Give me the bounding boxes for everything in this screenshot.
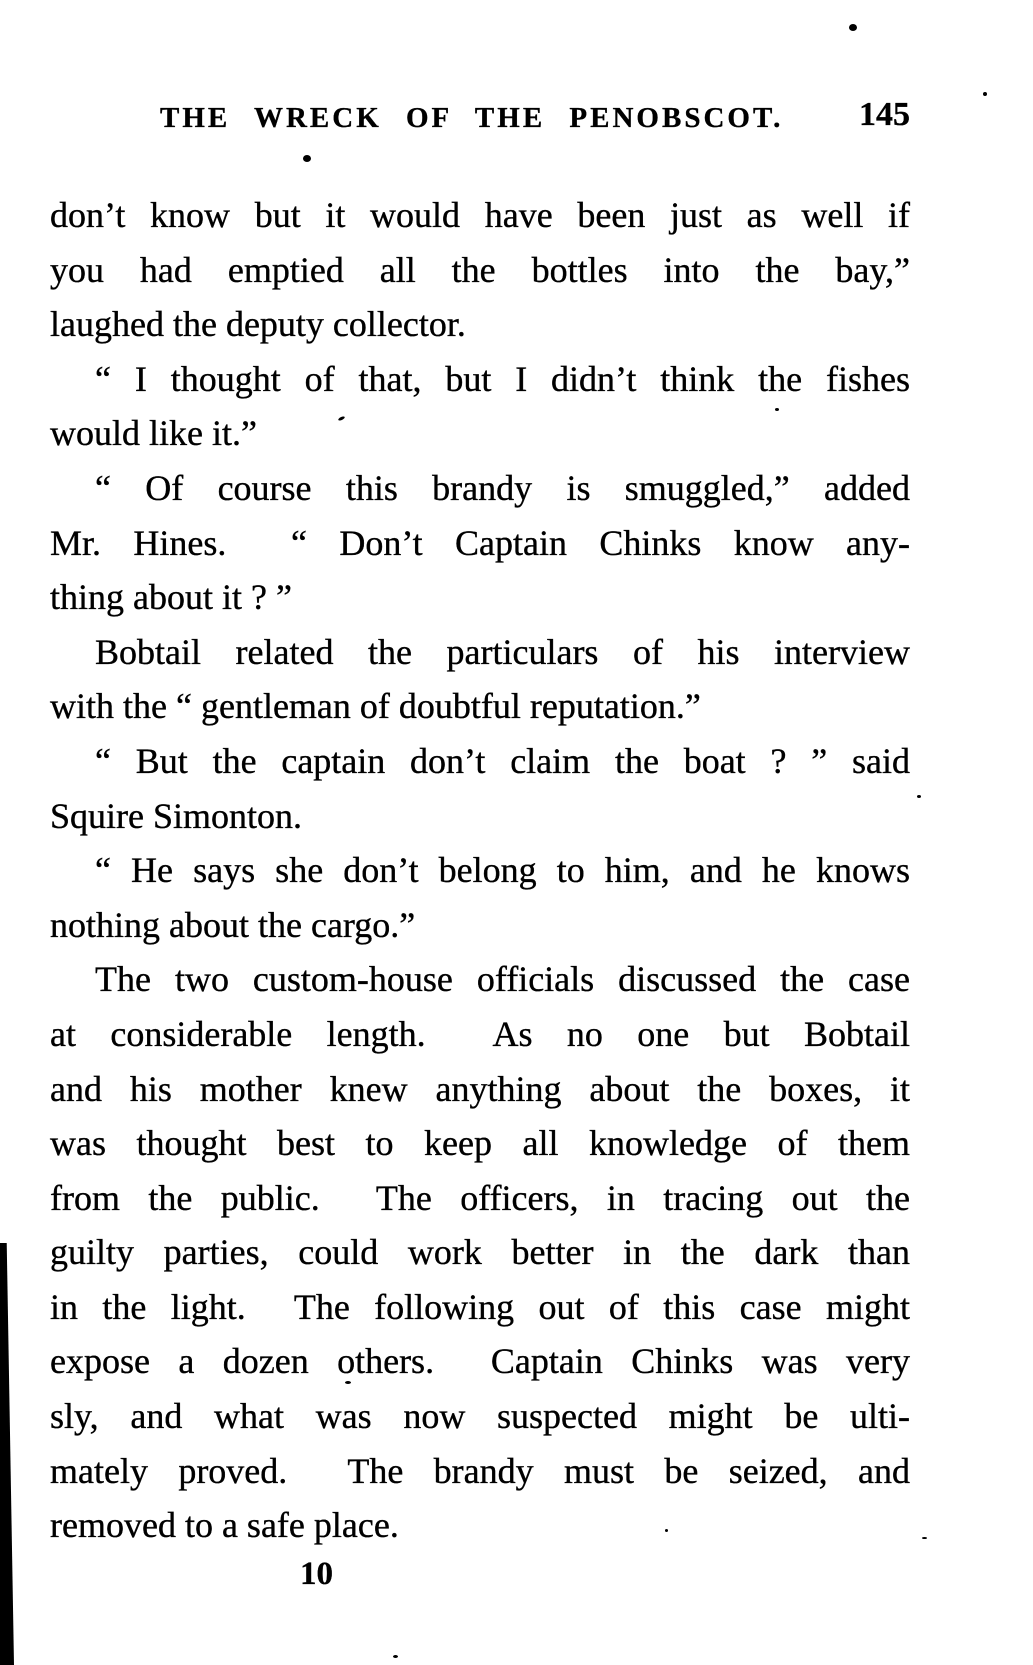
text-line: expose a dozen others. Captain Chinks was very <box>50 1341 910 1382</box>
text-line: don’t know but it would have been just as well if <box>50 195 910 235</box>
text-line: mately proved. The brandy must be seized, and <box>50 1450 910 1491</box>
text-line: sly, and what was now suspected might be ulti- <box>50 1396 910 1437</box>
text-line: The two custom-house officials discussed the case <box>95 959 910 1000</box>
text-line: Mr. Hines. “ Don’t Captain Chinks know any- <box>50 522 910 563</box>
scan-speck <box>665 1529 668 1532</box>
text-line: at considerable length. As no one but Bobtail <box>50 1013 910 1054</box>
text-line: would like it.” <box>50 413 257 454</box>
scan-speck <box>917 795 921 798</box>
body-text <box>50 188 910 1553</box>
scan-speck <box>849 24 857 31</box>
text-line: “ I thought of that, but I didn’t think the fishes <box>95 358 910 399</box>
scan-speck <box>303 155 311 162</box>
text-line: Bobtail related the particulars of his interview <box>95 631 910 672</box>
scan-speck <box>345 1381 351 1384</box>
page-number: 145 <box>859 96 910 133</box>
text-line: was thought best to keep all knowledge of them <box>50 1123 910 1164</box>
text-line: guilty parties, could work better in the dark than <box>50 1232 910 1273</box>
text-line: you had emptied all the bottles into the bay,” <box>50 249 910 290</box>
signature-mark: 10 <box>300 1556 333 1592</box>
running-title: THE WRECK OF THE PENOBSCOT. <box>160 102 784 134</box>
text-line: “ Of course this brandy is smuggled,” added <box>95 467 910 508</box>
text-line: thing about it ? ” <box>50 577 292 618</box>
text-line: from the public. The officers, in tracing out the <box>50 1177 910 1218</box>
scan-speck <box>393 1655 398 1658</box>
text-line: nothing about the cargo.” <box>50 904 416 945</box>
scan-speck <box>983 92 987 96</box>
text-line: and his mother knew anything about the boxes, it <box>50 1068 910 1109</box>
scan-artifact-bar <box>0 1243 14 1665</box>
page-header <box>50 96 910 144</box>
text-line: removed to a safe place. <box>50 1505 399 1546</box>
scan-speck <box>922 1537 927 1539</box>
scan-speck <box>775 408 779 411</box>
text-line: laughed the deputy collector. <box>50 304 466 345</box>
text-line: “ He says she don’t belong to him, and he knows <box>95 850 910 891</box>
text-line: with the “ gentleman of doubtful reputation.” <box>50 686 701 727</box>
text-line: in the light. The following out of this case might <box>50 1286 910 1327</box>
text-line: Squire Simonton. <box>50 795 303 836</box>
text-line: “ But the captain don’t claim the boat ? ” said <box>95 740 910 781</box>
